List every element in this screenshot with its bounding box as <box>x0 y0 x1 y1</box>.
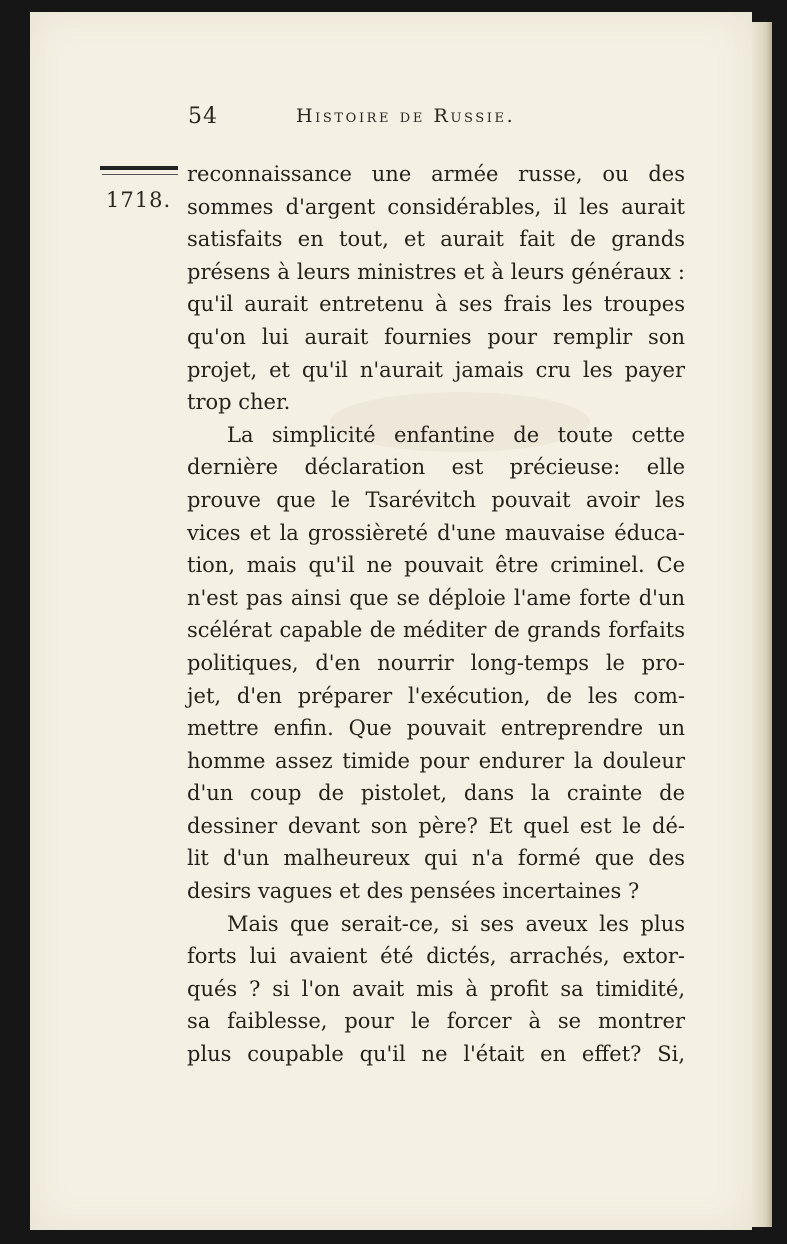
text-line: scélérat capable de méditer de grands forfaits <box>187 618 685 643</box>
text-line: mettre enfin. Que pouvait entreprendre un <box>187 716 685 741</box>
text-line: projet, et qu'il n'aurait jamais cru les payer <box>187 357 685 382</box>
text-line: qués ? si l'on avait mis à profit sa timidité, <box>187 976 685 1001</box>
text-line: sommes d'argent considérables, il les aurait <box>187 194 685 219</box>
text-line: jet, d'en préparer l'exécution, de les com- <box>187 683 685 708</box>
text-line: dernière déclaration est précieuse: elle <box>187 455 685 480</box>
text-line: trop cher. <box>187 390 291 415</box>
section-rule-thin <box>102 174 178 175</box>
text-line: qu'on lui aurait fournies pour remplir son <box>187 324 685 349</box>
text-line: reconnaissance une armée russe, ou des <box>187 162 685 186</box>
text-line: forts lui avaient été dictés, arrachés, extor- <box>187 944 685 969</box>
margin-year-note: 1718. <box>106 188 172 212</box>
text-line: lit d'un malheureux qui n'a formé que des <box>187 846 685 871</box>
text-line: dessiner devant son père? Et quel est le dé- <box>187 813 685 838</box>
text-line: présens à leurs ministres et à leurs généraux : <box>187 259 685 284</box>
page-number: 54 <box>188 104 218 129</box>
running-header <box>188 104 688 134</box>
text-line: homme assez timide pour endurer la douleur <box>187 748 685 773</box>
paragraph-start-line: Mais que serait-ce, si ses aveux les plus <box>227 911 685 936</box>
text-line: plus coupable qu'il ne l'était en effet? Si, <box>187 1042 685 1067</box>
facing-page-edge <box>752 22 772 1227</box>
body-text <box>187 158 685 1071</box>
section-rule <box>100 166 178 178</box>
running-title: Histoire de Russie. <box>296 105 516 127</box>
text-line: n'est pas ainsi que se déploie l'ame forte d'un <box>187 585 685 610</box>
text-line: d'un coup de pistolet, dans la crainte de <box>187 781 685 806</box>
text-line: desirs vagues et des pensées incertaines ? <box>187 879 640 904</box>
text-line: vices et la grossièreté d'une mauvaise éduca- <box>187 520 685 545</box>
text-line: tion, mais qu'il ne pouvait être criminel. Ce <box>187 553 685 578</box>
section-rule-thick <box>100 166 178 170</box>
text-line: prouve que le Tsarévitch pouvait avoir les <box>187 487 685 512</box>
paragraph-start-line: La simplicité enfantine de toute cette <box>227 422 685 447</box>
text-line: sa faiblesse, pour le forcer à se montrer <box>187 1009 685 1034</box>
text-line: politiques, d'en nourrir long-temps le pro- <box>187 650 685 675</box>
text-line: satisfaits en tout, et aurait fait de grands <box>187 227 685 252</box>
text-line: qu'il aurait entretenu à ses frais les troupes <box>187 292 685 317</box>
